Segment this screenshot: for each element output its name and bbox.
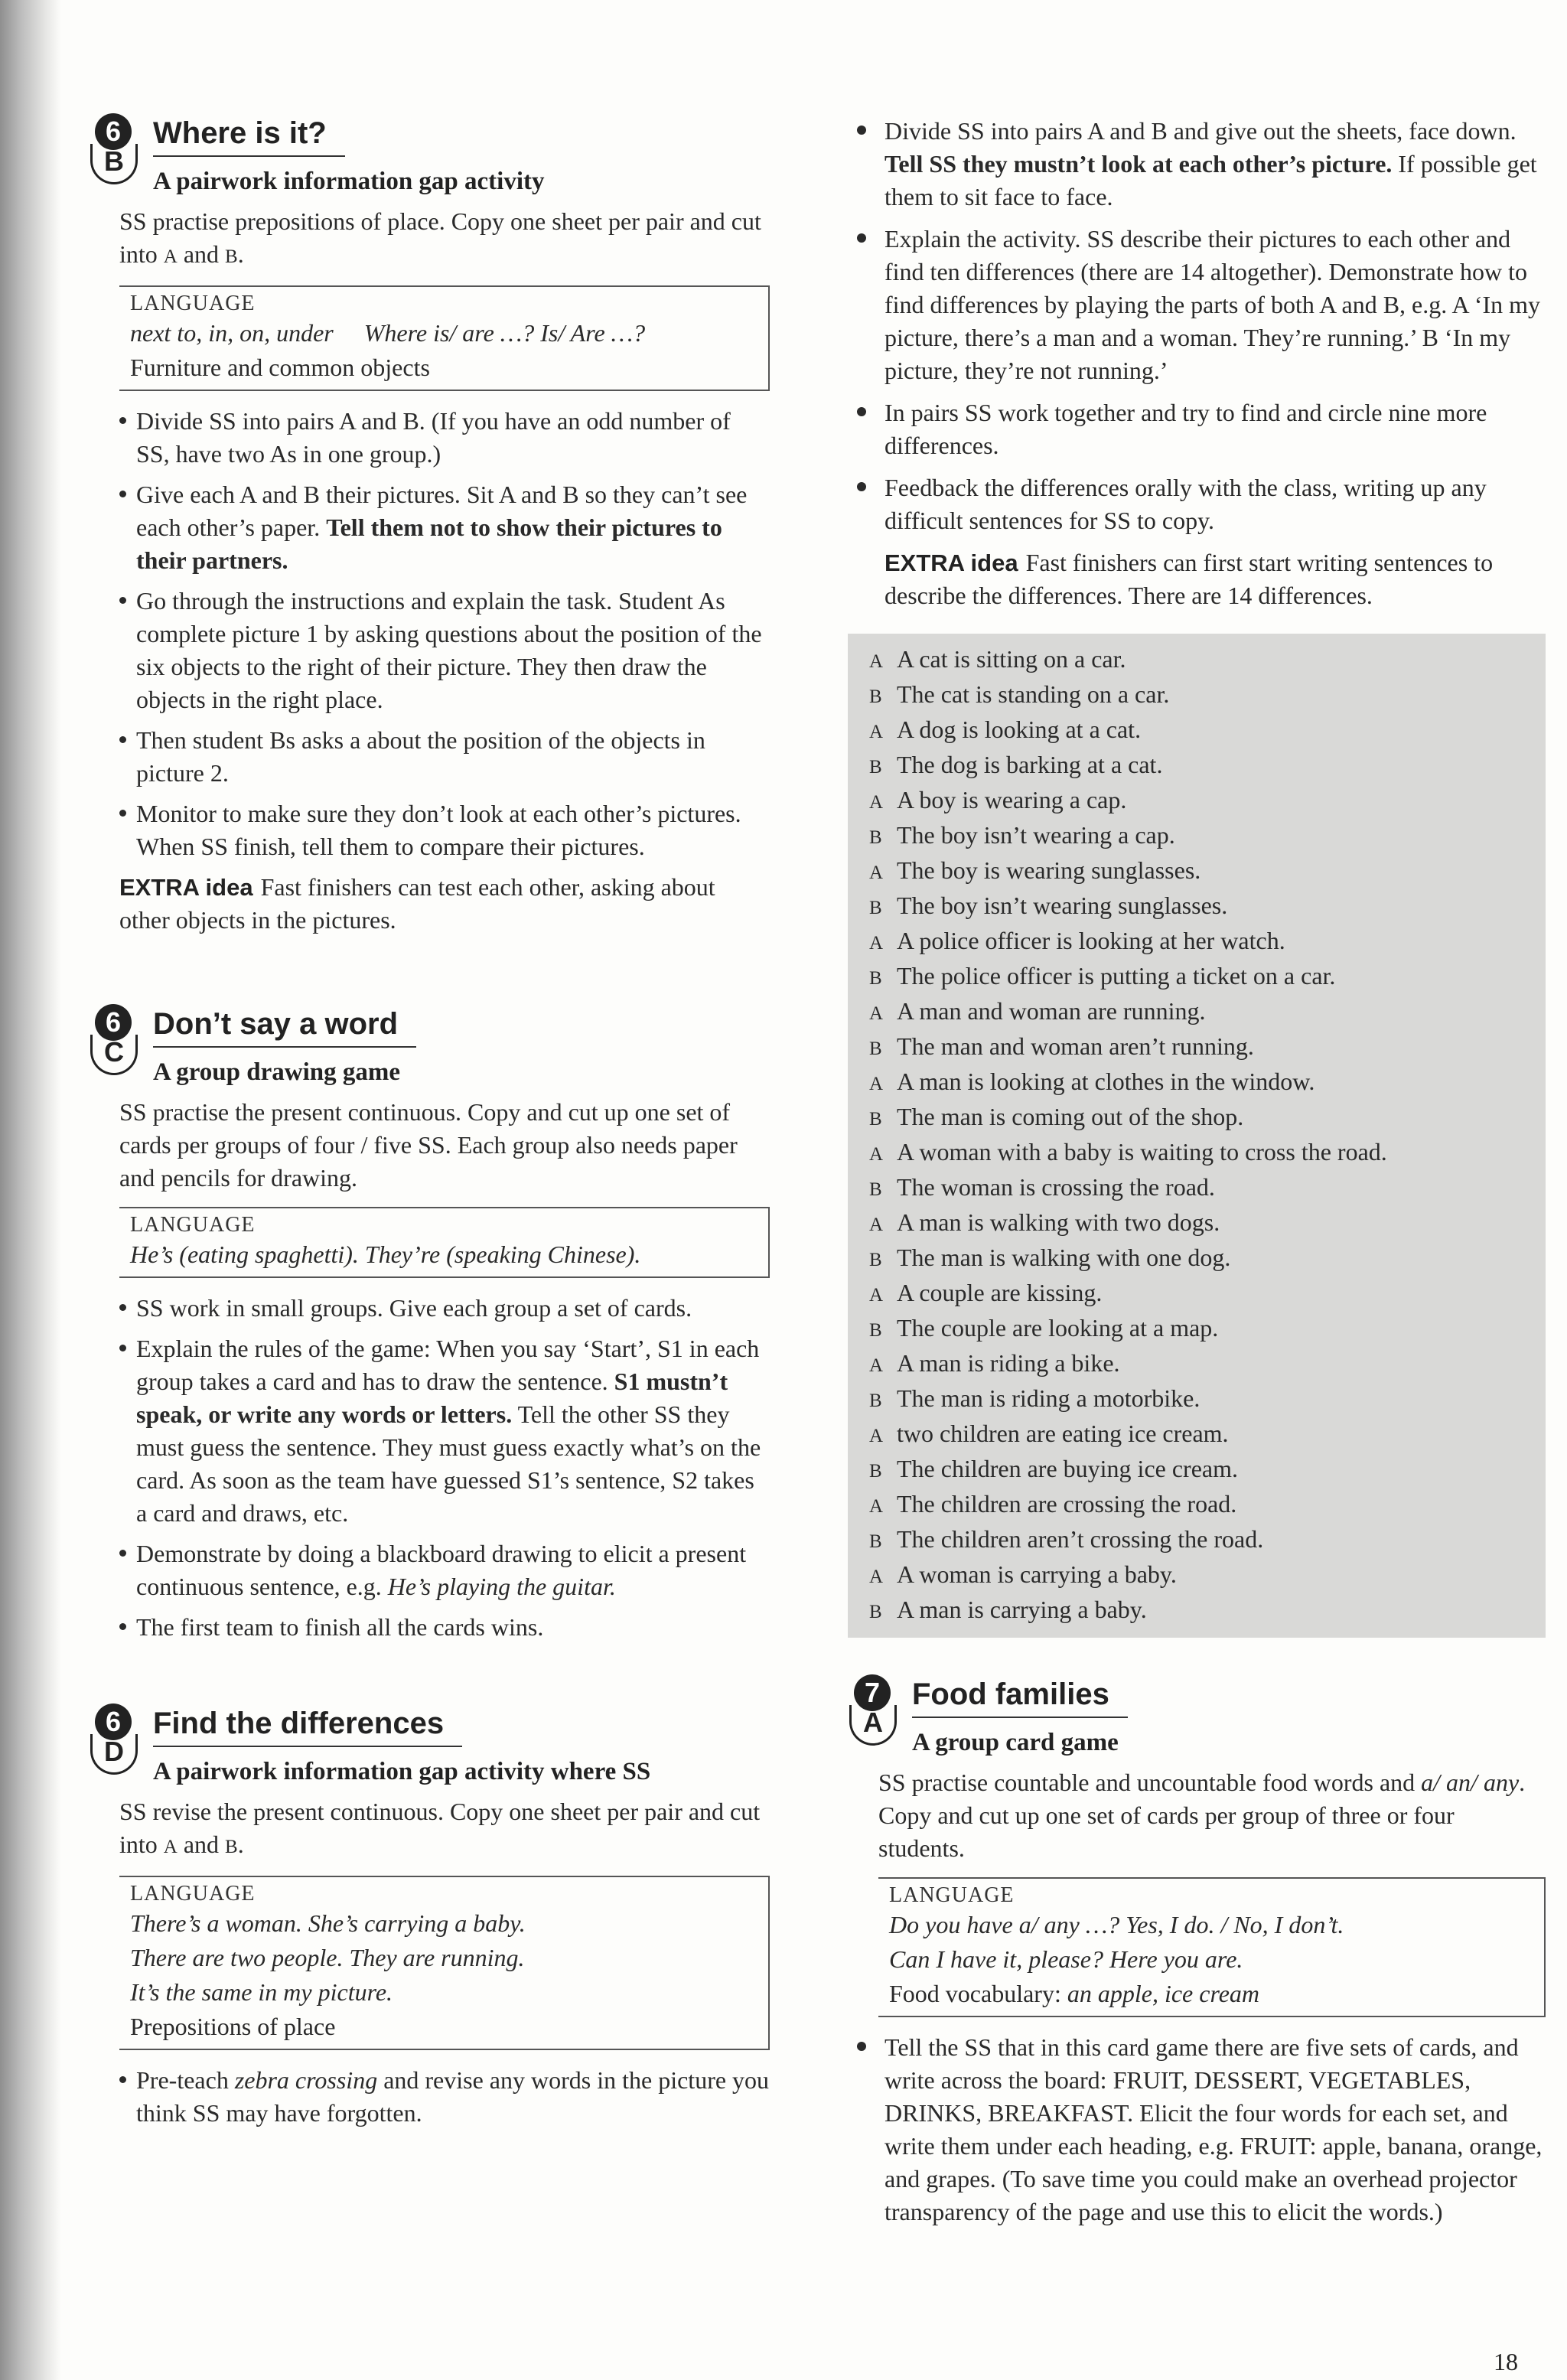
difference-text: A couple are kissing. (897, 1279, 1103, 1306)
language-box (878, 1877, 1546, 2017)
difference-row (869, 1558, 1530, 1593)
difference-row (869, 678, 1530, 713)
difference-row (869, 1030, 1530, 1065)
language-line: There’s a woman. She’s carrying a baby. (130, 1909, 526, 1937)
difference-row (869, 1206, 1530, 1241)
difference-speaker: A (869, 1285, 884, 1306)
difference-row (869, 924, 1530, 960)
language-line: Can I have it, please? Here you are. (889, 1945, 1243, 1973)
difference-text: The man is coming out of the shop. (897, 1103, 1244, 1130)
page-number: 18 (1494, 2348, 1518, 2375)
language-box (119, 1207, 770, 1278)
difference-speaker: B (869, 827, 882, 848)
list-item: In pairs SS work together and try to find and circle nine more differences. (848, 396, 1546, 462)
difference-row (869, 1417, 1530, 1452)
list-item: Give each A and B their pictures. Sit A and B so they can’t see each other’s paper. Tell them not to show their pictures to their partners. (119, 478, 770, 577)
language-line: next to, in, on, under Where is/ are …? Is/ Are …? (130, 319, 646, 347)
list-item: SS work in small groups. Give each group a set of cards. (119, 1292, 770, 1325)
difference-text: A police officer is looking at her watch. (897, 927, 1285, 954)
difference-text: A boy is wearing a cap. (897, 786, 1127, 813)
difference-speaker: A (869, 1496, 884, 1517)
section-intro: SS practise countable and uncountable food words and a/ an/ any. Copy and cut up one set of cards per group of three or four students. (878, 1769, 1526, 1862)
difference-speaker: A (869, 1355, 884, 1376)
difference-row (869, 995, 1530, 1030)
difference-speaker: B (869, 968, 882, 989)
difference-speaker: B (869, 757, 882, 778)
difference-speaker: B (869, 1391, 882, 1411)
section-subtitle: A group card game (912, 1729, 1119, 1756)
difference-text: two children are eating ice cream. (897, 1420, 1229, 1447)
difference-row (869, 960, 1530, 995)
list-item: Divide SS into pairs A and B and give out the sheets, face down. Tell SS they mustn’t look at each other’s picture. If possible get them to sit face to face. (848, 115, 1546, 214)
list-item: Pre-teach zebra crossing and revise any words in the picture you think SS may have forgotten. (119, 2064, 770, 2130)
difference-row (869, 1171, 1530, 1206)
instruction-list (119, 405, 770, 863)
activity-badge-6b (87, 113, 145, 187)
difference-text: The man is riding a motorbike. (897, 1384, 1200, 1412)
difference-text: A man is looking at clothes in the window. (897, 1068, 1315, 1095)
difference-row (869, 1593, 1530, 1629)
difference-row (869, 1312, 1530, 1347)
language-box (119, 1876, 770, 2050)
difference-speaker: B (869, 686, 882, 707)
page-binding-shadow (0, 0, 61, 2380)
difference-row (869, 1065, 1530, 1100)
difference-speaker: A (869, 862, 884, 883)
list-item: Tell the SS that in this card game there are five sets of cards, and write across the board: FRUIT, DESSERT, VEGETABLES, DRINKS, BREAKFAST. Elicit the four words for each set, and write them under each heading, e.g. FRUIT: apple, banana, orange, and grapes. (To save time you could make an overhead projector transparency of the page and use this to elicit the words.) (848, 2031, 1546, 2228)
section-title: Find the differences (153, 1697, 462, 1747)
language-heading: LANGUAGE (889, 1883, 1015, 1907)
unit-number: 6 (95, 1004, 132, 1041)
difference-row (869, 889, 1530, 924)
difference-text: The children are crossing the road. (897, 1490, 1237, 1518)
difference-row (869, 1488, 1530, 1523)
list-item: Explain the activity. SS describe their pictures to each other and find ten differences (there are 14 altogether). Demonstrate how to find differences by playing the parts of both A and B, e.g. A ‘In my picture, there’s a man and a woman. They’re running.’ B ‘In my picture, they’re not running.’ (848, 223, 1546, 387)
list-item: Then student Bs asks a about the position of the objects in picture 2. (119, 724, 770, 790)
unit-number: 7 (854, 1674, 891, 1711)
difference-speaker: A (869, 1567, 884, 1587)
activity-letter: B (90, 144, 138, 184)
difference-text: The children are buying ice cream. (897, 1455, 1238, 1482)
difference-row (869, 784, 1530, 819)
left-column (89, 107, 770, 2137)
difference-text: A woman with a baby is waiting to cross the road. (897, 1138, 1387, 1166)
difference-row (869, 1452, 1530, 1488)
difference-row (869, 1347, 1530, 1382)
difference-row (869, 819, 1530, 854)
section-6c (89, 998, 770, 1644)
section-intro: SS practise the present continuous. Copy and cut up one set of cards per groups of four / five SS. Each group also needs paper and pencils for drawing. (119, 1098, 738, 1192)
activity-letter: C (90, 1035, 138, 1075)
difference-text: A man is carrying a baby. (897, 1596, 1147, 1623)
activity-badge-6c (87, 1004, 145, 1078)
difference-text: The man and woman aren’t running. (897, 1032, 1254, 1060)
difference-text: The boy isn’t wearing a cap. (897, 821, 1175, 849)
extra-idea: EXTRA idea Fast finishers can first start writing sentences to describe the differences. There are 14 differences. (884, 549, 1494, 609)
difference-row (869, 713, 1530, 748)
section-subtitle: A pairwork information gap activity where SS (153, 1758, 651, 1785)
difference-row (869, 854, 1530, 889)
difference-speaker: A (869, 792, 884, 813)
activity-letter: D (90, 1734, 138, 1775)
extra-idea-label: EXTRA idea (884, 549, 1018, 576)
difference-speaker: B (869, 1179, 882, 1200)
language-line: Prepositions of place (130, 2013, 336, 2040)
difference-speaker: A (869, 722, 884, 742)
list-item: Explain the rules of the game: When you say ‘Start’, S1 in each group takes a card and has to draw the sentence. S1 mustn’t speak, or write any words or letters. Tell the other SS they must guess the sentence. They must guess exactly what’s on the card. As soon as the team have guessed S1’s sentence, S2 takes a card and draws, etc. (119, 1332, 770, 1530)
activity-badge-7a (846, 1674, 904, 1748)
language-line: Food vocabulary: an apple, ice cream (889, 1980, 1260, 2007)
list-item: The first team to finish all the cards wins. (119, 1611, 770, 1644)
unit-number: 6 (95, 1703, 132, 1740)
difference-speaker: A (869, 1003, 884, 1024)
activity-badge-6d (87, 1703, 145, 1777)
language-heading: LANGUAGE (130, 1882, 256, 1906)
difference-speaker: A (869, 1144, 884, 1165)
difference-text: The woman is crossing the road. (897, 1173, 1215, 1201)
difference-text: A man and woman are running. (897, 997, 1206, 1025)
unit-number: 6 (95, 113, 132, 150)
list-item: Demonstrate by doing a blackboard drawing to elicit a present continuous sentence, e.g. He’s playing the guitar. (119, 1537, 770, 1603)
language-line: There are two people. They are running. (130, 1944, 525, 1971)
language-line: Do you have a/ any …? Yes, I do. / No, I don’t. (889, 1911, 1344, 1938)
language-heading: LANGUAGE (130, 292, 256, 315)
difference-speaker: A (869, 1426, 884, 1446)
extra-idea-label: EXTRA idea (119, 874, 253, 901)
language-heading: LANGUAGE (130, 1213, 256, 1237)
language-box (119, 285, 770, 391)
difference-speaker: A (869, 1074, 884, 1094)
section-title: Food families (912, 1668, 1128, 1718)
difference-text: The man is walking with one dog. (897, 1244, 1231, 1271)
list-item: Monitor to make sure they don’t look at each other’s pictures. When SS finish, tell them to compare their pictures. (119, 797, 770, 863)
difference-speaker: B (869, 1531, 882, 1552)
difference-speaker: A (869, 1214, 884, 1235)
difference-row (869, 1100, 1530, 1136)
differences-answer-box (848, 634, 1546, 1638)
section-6b (89, 107, 770, 937)
difference-speaker: B (869, 898, 882, 918)
difference-text: A woman is carrying a baby. (897, 1560, 1177, 1588)
right-column (848, 115, 1546, 2238)
difference-row (869, 1382, 1530, 1417)
difference-speaker: B (869, 1320, 882, 1341)
difference-row (869, 643, 1530, 678)
difference-text: The police officer is putting a ticket on a car. (897, 962, 1336, 989)
language-line: He’s (eating spaghetti). They’re (speaking Chinese). (130, 1241, 641, 1268)
section-intro: SS practise prepositions of place. Copy one sheet per pair and cut into A and B. (119, 207, 761, 268)
difference-row (869, 1241, 1530, 1276)
instruction-list (848, 2031, 1546, 2228)
list-item: Feedback the differences orally with the class, writing up any difficult sentences for SS to copy. (848, 471, 1546, 537)
difference-text: A man is riding a bike. (897, 1349, 1120, 1377)
section-7a (848, 1668, 1546, 2228)
difference-speaker: B (869, 1109, 882, 1130)
instruction-list (119, 2064, 770, 2130)
section-subtitle: A pairwork information gap activity (153, 168, 545, 195)
difference-text: A dog is looking at a cat. (897, 716, 1142, 743)
difference-speaker: B (869, 1038, 882, 1059)
difference-speaker: B (869, 1602, 882, 1622)
instruction-list (848, 115, 1546, 537)
language-line: Furniture and common objects (130, 354, 430, 381)
section-title: Where is it? (153, 107, 345, 157)
activity-letter: A (849, 1705, 897, 1746)
difference-speaker: B (869, 1461, 882, 1482)
difference-text: A cat is sitting on a car. (897, 645, 1126, 673)
difference-text: The children aren’t crossing the road. (897, 1525, 1264, 1553)
section-title: Don’t say a word (153, 998, 416, 1048)
section-subtitle: A group drawing game (153, 1058, 401, 1086)
difference-speaker: B (869, 1250, 882, 1270)
difference-text: The dog is barking at a cat. (897, 751, 1163, 778)
extra-idea: EXTRA idea Fast finishers can test each other, asking about other objects in the pictures. (119, 873, 715, 934)
difference-row (869, 1523, 1530, 1558)
difference-speaker: A (869, 933, 884, 954)
difference-text: The couple are looking at a map. (897, 1314, 1219, 1342)
instruction-list (119, 1292, 770, 1644)
difference-text: A man is walking with two dogs. (897, 1208, 1220, 1236)
list-item: Go through the instructions and explain the task. Student As complete picture 1 by asking questions about the position of the six objects to the right of their picture. They then draw the objects in the right place. (119, 585, 770, 716)
difference-row (869, 1136, 1530, 1171)
section-intro: SS revise the present continuous. Copy one sheet per pair and cut into A and B. (119, 1798, 761, 1858)
language-line: It’s the same in my picture. (130, 1978, 393, 2006)
section-6d (89, 1697, 770, 2130)
difference-text: The boy isn’t wearing sunglasses. (897, 892, 1228, 919)
difference-row (869, 1276, 1530, 1312)
difference-speaker: A (869, 651, 884, 672)
difference-row (869, 748, 1530, 784)
list-item: Divide SS into pairs A and B. (If you have an odd number of SS, have two As in one group.) (119, 405, 770, 471)
difference-text: The cat is standing on a car. (897, 680, 1170, 708)
difference-text: The boy is wearing sunglasses. (897, 856, 1201, 884)
